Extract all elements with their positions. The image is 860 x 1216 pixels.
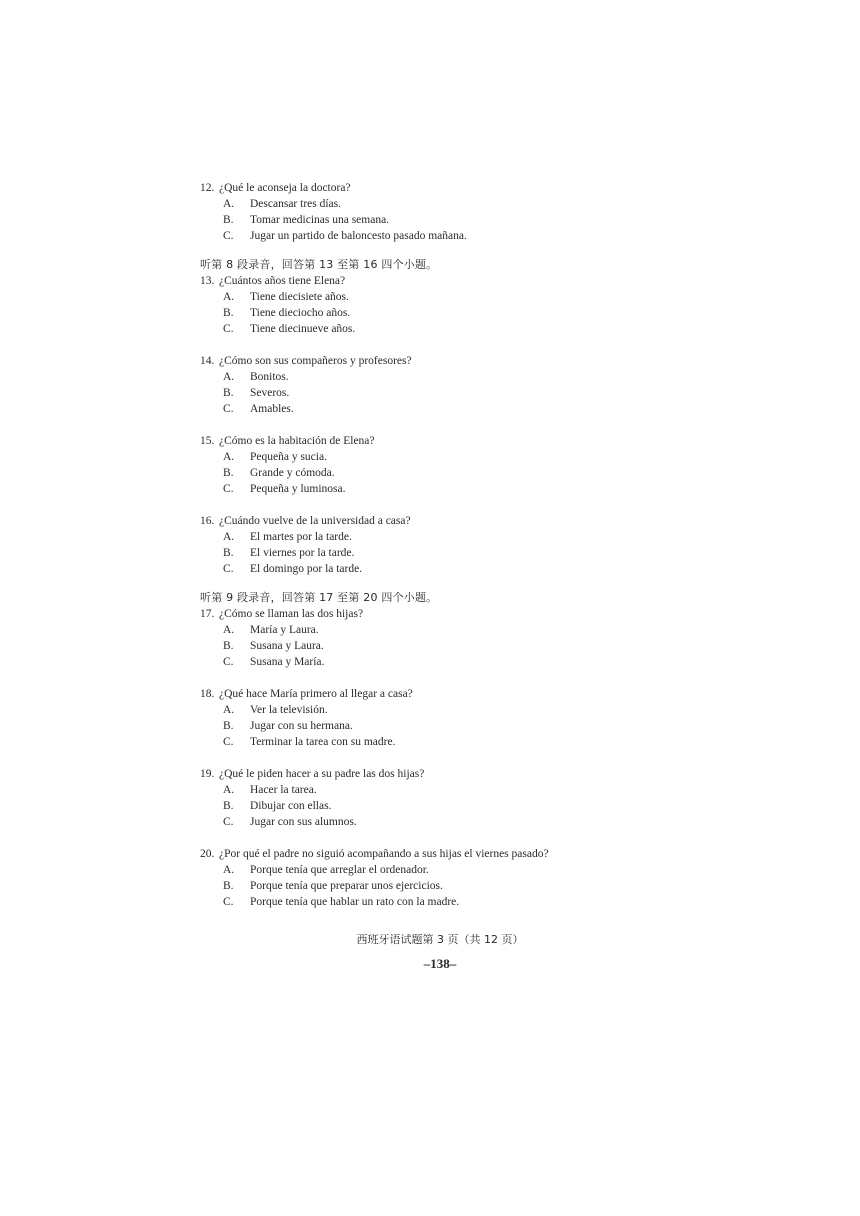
option-letter: B. xyxy=(223,387,234,399)
option-letter: C. xyxy=(223,563,234,575)
option-c xyxy=(200,401,760,417)
option-b xyxy=(200,212,760,228)
option-text: Dibujar con ellas. xyxy=(250,800,332,812)
option-a xyxy=(200,529,760,545)
option-c xyxy=(200,814,760,830)
option-text: Severos. xyxy=(250,387,290,399)
question-12 xyxy=(200,180,760,244)
option-b xyxy=(200,305,760,321)
option-letter: A. xyxy=(223,291,235,303)
question-number: 18. xyxy=(200,688,215,700)
option-a xyxy=(200,196,760,212)
option-b xyxy=(200,878,760,894)
option-text: Ver la televisión. xyxy=(250,704,328,716)
question-text: ¿Por qué el padre no siguió acompañando a sus hijas el viernes pasado? xyxy=(219,848,549,860)
option-b xyxy=(200,385,760,401)
option-c xyxy=(200,654,760,670)
question-17 xyxy=(200,606,760,670)
question-stem xyxy=(200,766,760,782)
option-text: Terminar la tarea con su madre. xyxy=(250,736,396,748)
question-number: 15. xyxy=(200,435,215,447)
question-text: ¿Cuántos años tiene Elena? xyxy=(219,275,346,287)
option-b xyxy=(200,638,760,654)
option-c xyxy=(200,894,760,910)
option-b xyxy=(200,545,760,561)
option-letter: A. xyxy=(223,624,235,636)
option-c xyxy=(200,228,760,244)
option-text: Susana y Laura. xyxy=(250,640,324,652)
question-13 xyxy=(200,273,760,337)
option-a xyxy=(200,782,760,798)
option-text: Tomar medicinas una semana. xyxy=(250,214,390,226)
option-letter: C. xyxy=(223,323,234,335)
option-letter: A. xyxy=(223,704,235,716)
question-19 xyxy=(200,766,760,830)
option-a xyxy=(200,449,760,465)
section-instruction-8: 听第 8 段录音，回答第 13 至第 16 四个小题。 xyxy=(200,258,438,271)
option-a xyxy=(200,369,760,385)
question-stem xyxy=(200,180,760,196)
option-text: Susana y María. xyxy=(250,656,325,668)
question-text: ¿Qué le aconseja la doctora? xyxy=(219,182,351,194)
question-stem xyxy=(200,353,760,369)
question-number: 12. xyxy=(200,182,215,194)
question-text: ¿Qué le piden hacer a su padre las dos hijas? xyxy=(219,768,425,780)
question-stem xyxy=(200,513,760,529)
question-number: 16. xyxy=(200,515,215,527)
option-text: Porque tenía que hablar un rato con la madre. xyxy=(250,896,460,908)
question-text: ¿Cómo es la habitación de Elena? xyxy=(219,435,375,447)
option-text: Tiene diecisiete años. xyxy=(250,291,349,303)
option-text: Descansar tres días. xyxy=(250,198,342,210)
question-20 xyxy=(200,846,760,910)
question-15 xyxy=(200,433,760,497)
option-letter: C. xyxy=(223,403,234,415)
option-letter: B. xyxy=(223,880,234,892)
option-a xyxy=(200,289,760,305)
option-c xyxy=(200,561,760,577)
option-letter: C. xyxy=(223,736,234,748)
question-stem xyxy=(200,273,760,289)
question-number: 20. xyxy=(200,848,215,860)
option-text: Grande y cómoda. xyxy=(250,467,335,479)
option-letter: C. xyxy=(223,656,234,668)
option-text: El domingo por la tarde. xyxy=(250,563,363,575)
option-text: María y Laura. xyxy=(250,624,319,636)
question-text: ¿Cómo se llaman las dos hijas? xyxy=(219,608,364,620)
option-text: El martes por la tarde. xyxy=(250,531,352,543)
option-letter: B. xyxy=(223,214,234,226)
option-text: Pequeña y luminosa. xyxy=(250,483,346,495)
option-letter: A. xyxy=(223,451,235,463)
question-stem xyxy=(200,606,760,622)
option-text: Tiene diecinueve años. xyxy=(250,323,356,335)
option-text: Porque tenía que preparar unos ejercicios. xyxy=(250,880,443,892)
option-text: Pequeña y sucia. xyxy=(250,451,327,463)
section-instruction-9: 听第 9 段录音，回答第 17 至第 20 四个小题。 xyxy=(200,591,438,604)
option-text: El viernes por la tarde. xyxy=(250,547,355,559)
option-text: Jugar con su hermana. xyxy=(250,720,353,732)
question-text: ¿Cuándo vuelve de la universidad a casa? xyxy=(219,515,411,527)
option-letter: B. xyxy=(223,720,234,732)
option-letter: A. xyxy=(223,198,235,210)
option-letter: C. xyxy=(223,483,234,495)
option-text: Amables. xyxy=(250,403,294,415)
option-b xyxy=(200,798,760,814)
question-14 xyxy=(200,353,760,417)
question-number: 17. xyxy=(200,608,215,620)
question-stem xyxy=(200,686,760,702)
page-footer-title: 西班牙语试题第 3 页（共 12 页） xyxy=(356,933,524,946)
option-text: Porque tenía que arreglar el ordenador. xyxy=(250,864,429,876)
option-letter: C. xyxy=(223,896,234,908)
option-letter: B. xyxy=(223,640,234,652)
option-letter: A. xyxy=(223,371,235,383)
question-number: 14. xyxy=(200,355,215,367)
question-stem xyxy=(200,433,760,449)
page-number: –138– xyxy=(423,956,457,971)
option-b xyxy=(200,718,760,734)
option-letter: B. xyxy=(223,800,234,812)
option-letter: B. xyxy=(223,547,234,559)
option-c xyxy=(200,734,760,750)
option-text: Bonitos. xyxy=(250,371,289,383)
option-text: Hacer la tarea. xyxy=(250,784,317,796)
question-number: 19. xyxy=(200,768,215,780)
option-letter: C. xyxy=(223,816,234,828)
question-number: 13. xyxy=(200,275,215,287)
option-b xyxy=(200,465,760,481)
option-text: Jugar un partido de baloncesto pasado mañana. xyxy=(250,230,467,242)
option-letter: A. xyxy=(223,864,235,876)
option-letter: C. xyxy=(223,230,234,242)
option-text: Jugar con sus alumnos. xyxy=(250,816,357,828)
question-18 xyxy=(200,686,760,750)
option-text: Tiene dieciocho años. xyxy=(250,307,351,319)
question-16 xyxy=(200,513,760,577)
option-letter: A. xyxy=(223,531,235,543)
question-text: ¿Qué hace María primero al llegar a casa? xyxy=(219,688,413,700)
option-letter: B. xyxy=(223,307,234,319)
question-text: ¿Cómo son sus compañeros y profesores? xyxy=(219,355,412,367)
option-a xyxy=(200,622,760,638)
exam-content xyxy=(200,180,760,910)
option-c xyxy=(200,321,760,337)
option-a xyxy=(200,862,760,878)
option-letter: A. xyxy=(223,784,235,796)
option-letter: B. xyxy=(223,467,234,479)
option-a xyxy=(200,702,760,718)
question-stem xyxy=(200,846,760,862)
option-c xyxy=(200,481,760,497)
